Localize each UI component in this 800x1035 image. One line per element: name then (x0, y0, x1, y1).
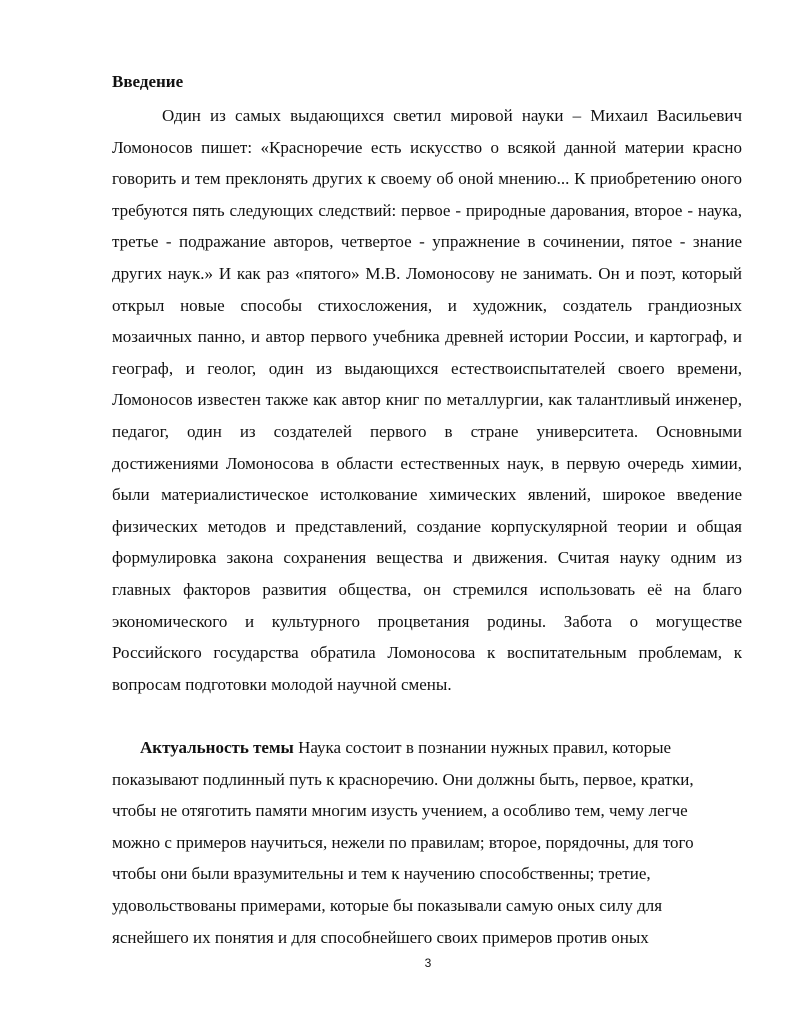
relevance-line: чтобы они были вразумительны и тем к научению способственны; третие, (112, 864, 651, 884)
relevance-text: Наука состоит в познании нужных правил, которые (293, 738, 672, 757)
relevance-line: чтобы не отяготить памяти многим изусть учением, а особливо тем, чему легче (112, 801, 688, 821)
relevance-line: показывают подлинный путь к красноречию. Они должны быть, первое, кратки, (112, 769, 694, 789)
relevance-line: можно с примеров научиться, нежели по правилам; второе, порядочны, для того (112, 832, 694, 852)
relevance-line: яснейшего их понятия и для способнейшего своих примеров против оных (112, 927, 649, 947)
relevance-line (112, 732, 742, 764)
relevance-line: удовольствованы примерами, которые бы показывали самую оных силу для (112, 895, 663, 915)
intro-paragraph: Один из самых выдающихся светил мировой науки – Михаил Васильевич Ломоносов пишет: «Красноречие есть искусство о всякой данной материи красно говорить и тем преклонять других к своему об оной мнению... К приобретению оного требуются пять следующих следствий: первое - природные дарования, второе - наука, третье - подражание авторов, четвертое - упражнение в сочинении, пятое - знание других наук.» И как раз «пятого» М.В. Ломоносову не занимать. Он и поэт, который открыл новые способы стихосложения, и художник, создатель грандиозных мозаичных панно, и автор первого учебника древней истории России, и картограф, и географ, и геолог, один из выдающихся естествоиспытателей своего времени, Ломоносов известен также как автор книг по металлургии, как талантливый инженер, педагог, один из создателей первого в стране университета. Основными достижениями Ломоносова в области естественных наук, в первую очередь химии, были материалистическое истолкование химических явлений, широкое введение физических методов и представлений, создание корпускулярной теории и общая формулировка закона сохранения вещества и движения. Считая науку одним из главных факторов развития общества, он стремился использовать её на благо экономического и культурного процветания родины. Забота о могуществе Российского государства обратила Ломоносова к воспитательным проблемам, к вопросам подготовки молодой научной смены. (112, 106, 742, 694)
relevance-heading: Актуальность темы (140, 738, 294, 757)
page-number: 3 (424, 956, 432, 970)
section-heading: Введение (112, 72, 184, 91)
relevance-paragraph (112, 732, 742, 953)
